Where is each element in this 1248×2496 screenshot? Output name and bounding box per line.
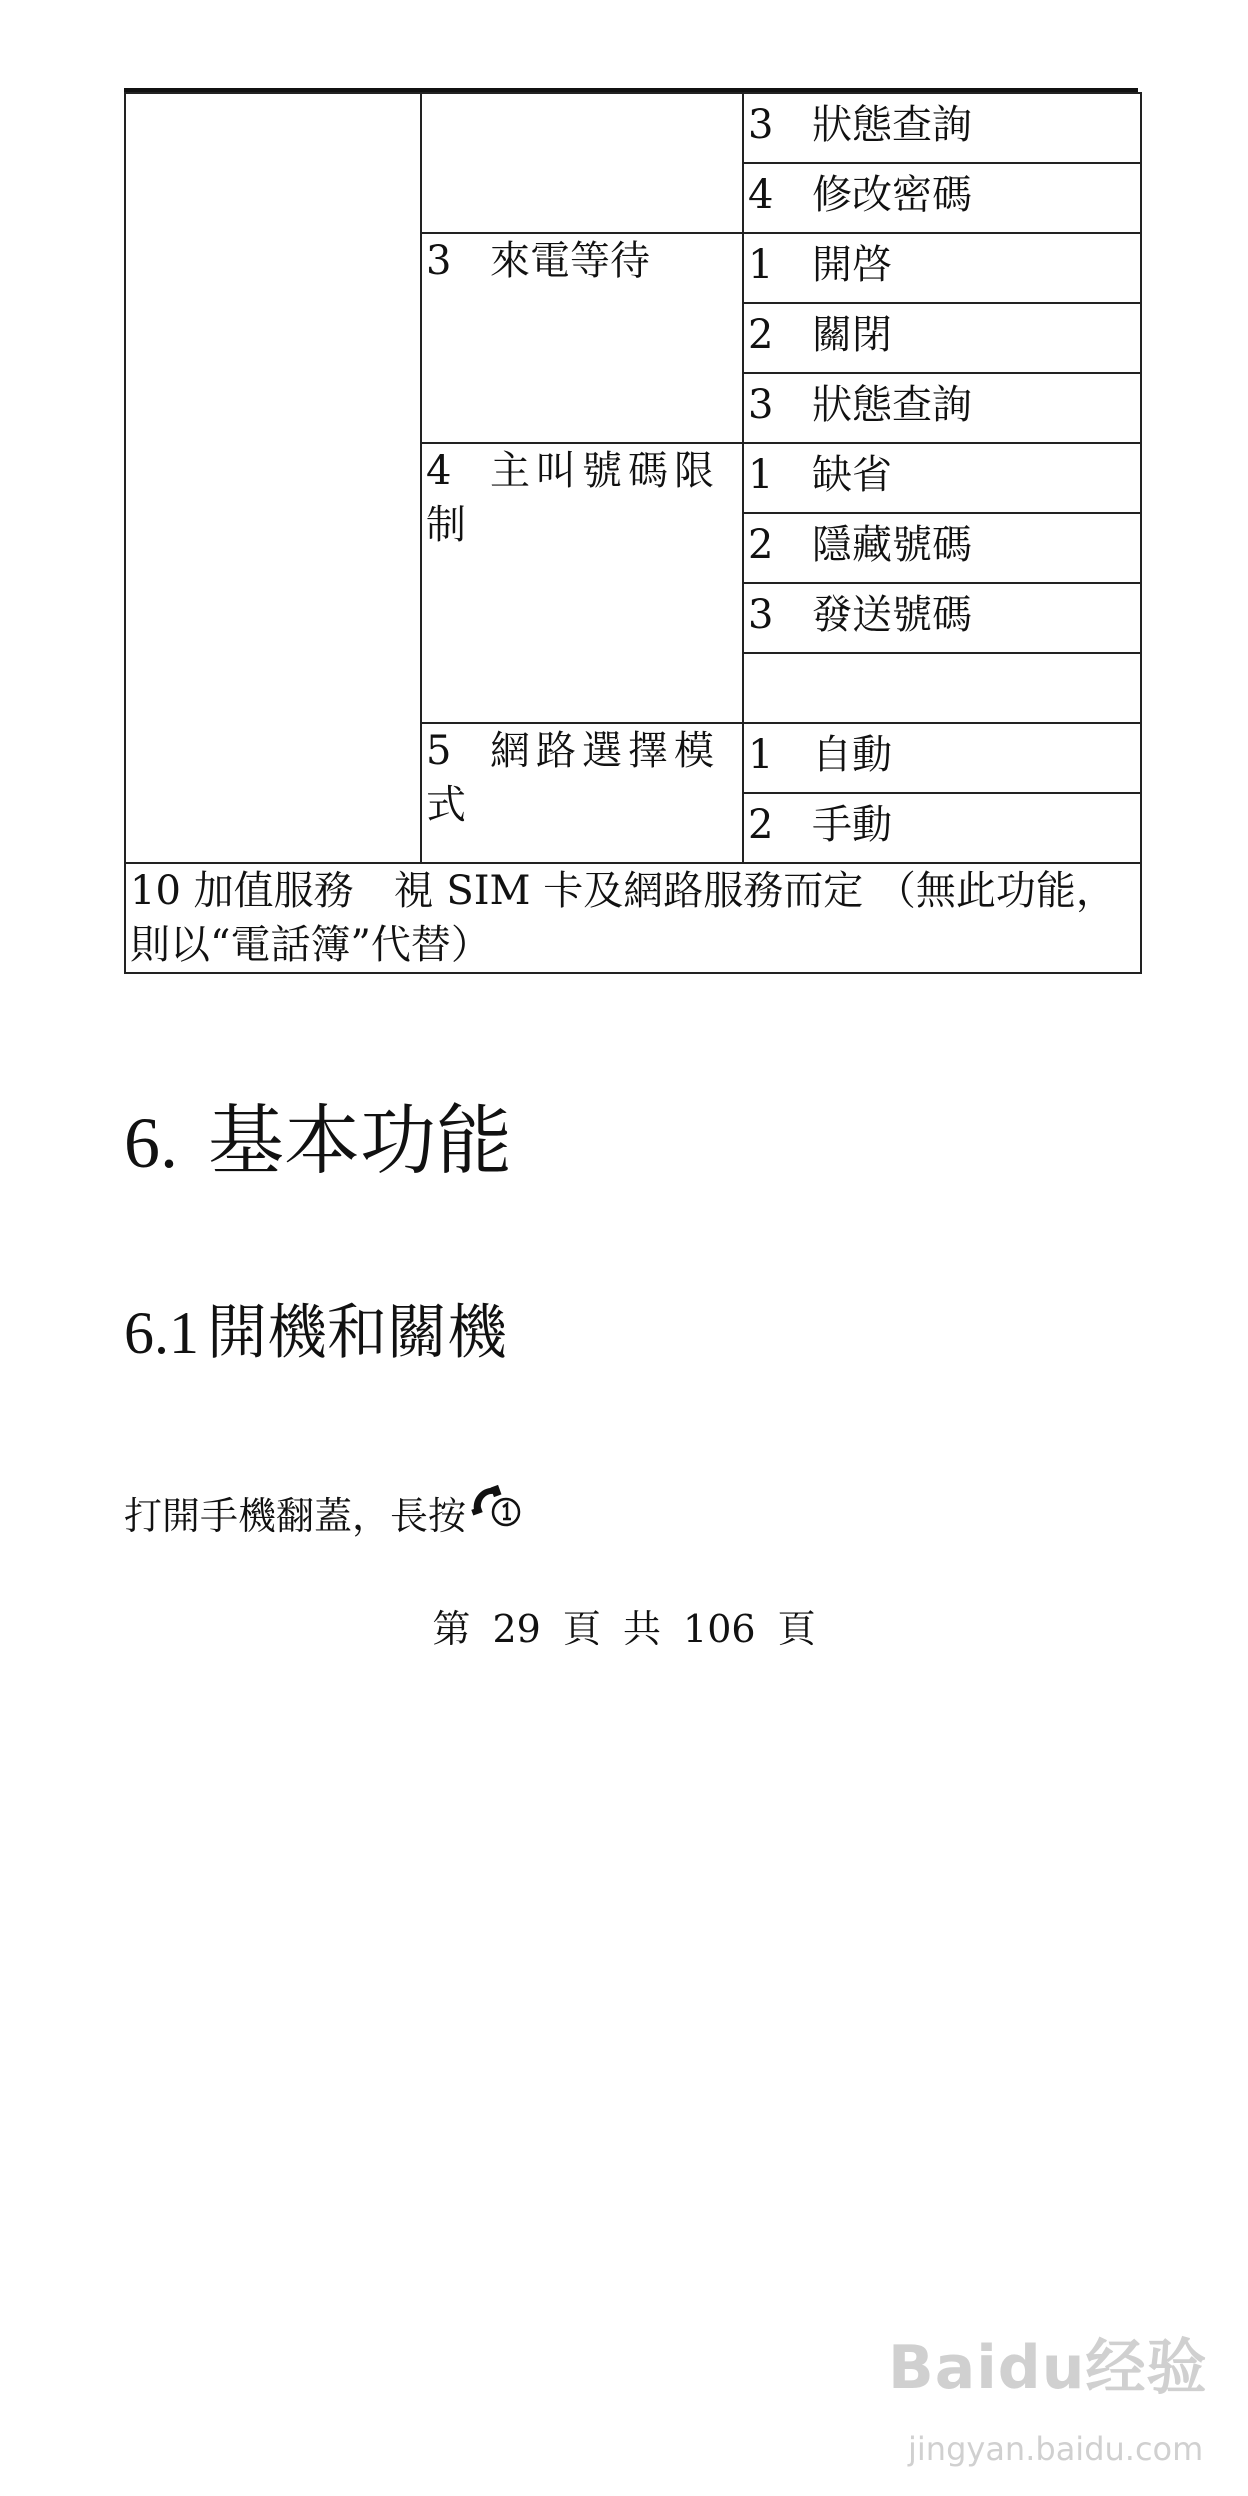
section-title: 基本功能: [208, 1096, 512, 1185]
watermark-url: jingyan.baidu.com: [908, 2430, 1204, 2468]
watermark: [888, 2320, 1228, 2490]
menu-item: 2 手動: [743, 793, 1141, 863]
section-number: 6.: [124, 1103, 178, 1183]
menu-item: 2 隱藏號碼: [743, 513, 1141, 583]
menu-item: 1 缺省: [743, 443, 1141, 513]
watermark-logo: Baidu经验: [888, 2333, 1208, 2403]
menu-item: 3 發送號碼: [743, 583, 1141, 653]
menu-item: 2 關閉: [743, 303, 1141, 373]
section-heading: [124, 1080, 512, 1189]
menu-item: 3 狀態查詢: [743, 93, 1141, 163]
menu-row-value-added-services: 10 加值服務 視 SIM 卡及網路服務而定 （無此功能，則以“電話簿”代替）: [125, 863, 1141, 973]
page-footer: 第 29 頁 共 106 頁: [432, 1607, 816, 1651]
power-key-icon: [470, 1480, 522, 1530]
paragraph-text: 打開手機翻蓋，長按: [124, 1494, 467, 1538]
menu-col1-empty: [125, 93, 421, 863]
menu-group-network-mode: 5 網路選擇模式: [421, 723, 743, 863]
subsection-title: 開機和關機: [207, 1298, 507, 1368]
menu-col2-empty: [421, 93, 743, 233]
menu-item: 1 自動: [743, 723, 1141, 793]
menu-table: [124, 92, 1142, 974]
menu-item: 4 修改密碼: [743, 163, 1141, 233]
menu-item-empty: [743, 653, 1141, 723]
menu-group-caller-id: 4 主叫號碼限制: [421, 443, 743, 723]
subsection-heading: [124, 1285, 507, 1371]
menu-item: 3 狀態查詢: [743, 373, 1141, 443]
menu-group-call-waiting: 3 來電等待: [421, 233, 743, 443]
subsection-number: 6.1: [124, 1300, 199, 1366]
body-paragraph: [124, 1480, 522, 1540]
menu-item: 1 開啓: [743, 233, 1141, 303]
